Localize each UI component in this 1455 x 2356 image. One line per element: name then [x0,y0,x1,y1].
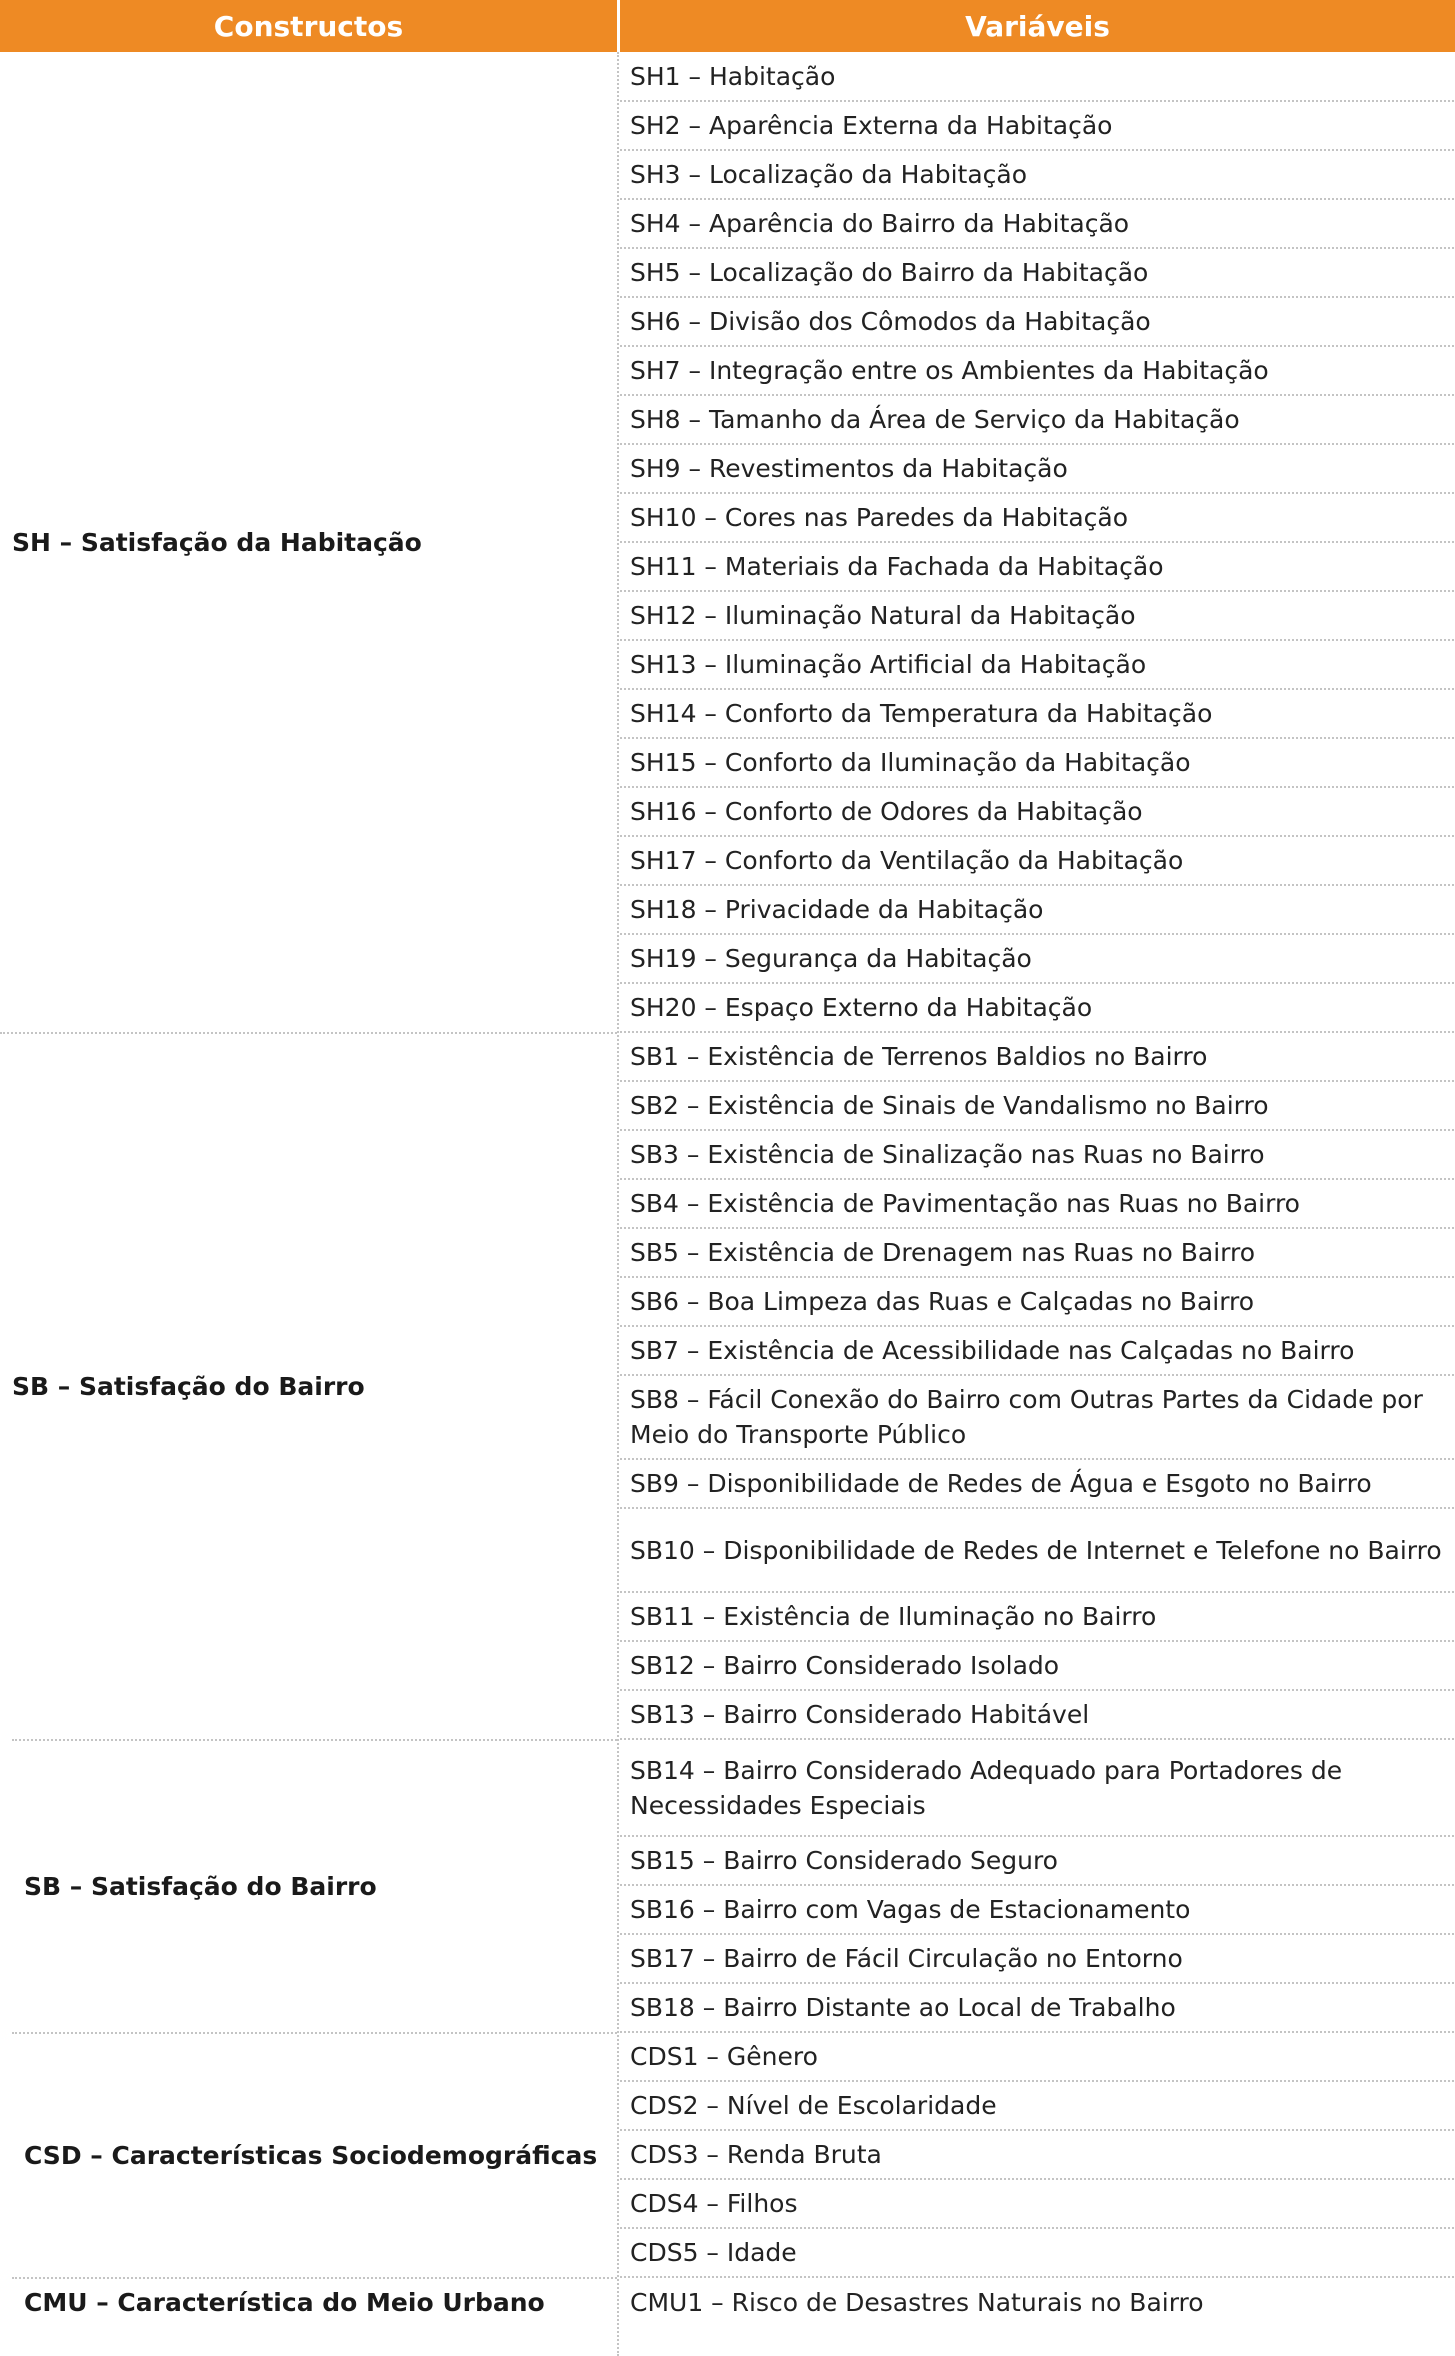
variable-row [620,1082,1454,1131]
variable-row [620,592,1454,641]
variable-label: SB18 – Bairro Distante ao Local de Trabalho [630,1993,1176,2022]
variable-row [620,52,1454,102]
variable-row [620,739,1454,788]
variable-label: SH2 – Aparência Externa da Habitação [630,111,1113,140]
variable-label: SH13 – Iluminação Artificial da Habitação [630,650,1147,679]
variable-label: SH14 – Conforto da Temperatura da Habitação [630,699,1213,728]
variable-label: CMU1 – Risco de Desastres Naturais no Bairro [630,2288,1204,2317]
variable-label: SH12 – Iluminação Natural da Habitação [630,601,1136,630]
variable-row [620,543,1454,592]
variable-label: CDS1 – Gênero [630,2042,818,2071]
construct-label: SB – Satisfação do Bairro [24,1872,377,1901]
variable-label: SH20 – Espaço Externo da Habitação [630,993,1093,1022]
variable-row [620,2131,1454,2180]
variable-label: SB14 – Bairro Considerado Adequado para Portadores de Necessidades Especiais [630,1755,1343,1820]
variable-row [620,935,1454,984]
variable-row [620,690,1454,739]
variable-label: SB7 – Existência de Acessibilidade nas Calçadas no Bairro [630,1336,1355,1365]
column-divider [617,52,619,2356]
variable-label: SB9 – Disponibilidade de Redes de Água e Esgoto no Bairro [630,1469,1372,1498]
variable-row [620,1509,1454,1593]
variable-row [620,1131,1454,1180]
variable-label: SB2 – Existência de Sinais de Vandalismo no Bairro [630,1091,1269,1120]
variable-label: SH7 – Integração entre os Ambientes da Habitação [630,356,1269,385]
variable-row [620,249,1454,298]
variable-row [620,1642,1454,1691]
variable-label: CDS5 – Idade [630,2238,797,2267]
variable-label: SB1 – Existência de Terrenos Baldios no Bairro [630,1042,1208,1071]
variable-label: SH17 – Conforto da Ventilação da Habitação [630,846,1184,875]
variable-label: SH6 – Divisão dos Cômodos da Habitação [630,307,1151,336]
variable-label: SH16 – Conforto de Odores da Habitação [630,797,1143,826]
variable-row [620,837,1454,886]
variable-row [620,1229,1454,1278]
variable-label: SB15 – Bairro Considerado Seguro [630,1846,1058,1875]
variable-row [620,494,1454,543]
variable-row [620,347,1454,396]
variable-row [620,1740,1454,1837]
variable-row [620,1327,1454,1376]
variable-row [620,1935,1454,1984]
variable-label: SH5 – Localização do Bairro da Habitação [630,258,1149,287]
variable-row [620,1376,1454,1460]
variable-row [620,886,1454,935]
variable-row [620,1593,1454,1642]
variable-label: SB8 – Fácil Conexão do Bairro com Outras Partes da Cidade por Meio do Transporte Público [630,1385,1423,1449]
variable-row [620,396,1454,445]
variable-row [620,2180,1454,2229]
variable-label: SB6 – Boa Limpeza das Ruas e Calçadas no Bairro [630,1287,1255,1316]
variable-row [620,2033,1454,2082]
variable-row [620,200,1454,249]
variable-row [620,1180,1454,1229]
variable-label: SH9 – Revestimentos da Habitação [630,454,1068,483]
variable-row [620,102,1454,151]
variable-row [620,1033,1454,1082]
variable-label: CDS4 – Filhos [630,2189,798,2218]
header-constructs: Constructos [0,0,617,52]
variable-label: SB16 – Bairro com Vagas de Estacionamento [630,1895,1191,1924]
variable-label: SB13 – Bairro Considerado Habitável [630,1700,1090,1729]
variable-label: SH8 – Tamanho da Área de Serviço da Habitação [630,405,1240,434]
variable-row [620,1837,1454,1886]
variable-label: SB12 – Bairro Considerado Isolado [630,1651,1060,1680]
variable-label: CDS2 – Nível de Escolaridade [630,2091,997,2120]
construct-label: CMU – Característica do Meio Urbano [24,2288,545,2317]
variable-label: SB3 – Existência de Sinalização nas Ruas no Bairro [630,1140,1265,1169]
variable-row [620,151,1454,200]
variable-label: SH3 – Localização da Habitação [630,160,1028,189]
variable-row [620,2278,1454,2327]
variable-row [620,1278,1454,1327]
variable-label: SB10 – Disponibilidade de Redes de Internet e Telefone no Bairro [630,1535,1442,1565]
variable-row [620,2082,1454,2131]
variable-row [620,984,1454,1033]
variable-label: SB17 – Bairro de Fácil Circulação no Entorno [630,1944,1183,1973]
construct-label: SH – Satisfação da Habitação [12,528,422,557]
construct-label: CSD – Características Sociodemográficas [24,2141,598,2170]
variable-row [620,298,1454,347]
variable-label: SB11 – Existência de Iluminação no Bairro [630,1602,1157,1631]
variable-row [620,1984,1454,2033]
variable-label: SH19 – Segurança da Habitação [630,944,1032,973]
variable-row [620,445,1454,494]
variable-label: SH1 – Habitação [630,61,836,91]
variable-row [620,2229,1454,2278]
variable-row [620,641,1454,690]
variable-row [620,1691,1454,1740]
variable-row [620,788,1454,837]
variable-label: SB5 – Existência de Drenagem nas Ruas no Bairro [630,1238,1256,1267]
variable-label: SH4 – Aparência do Bairro da Habitação [630,209,1130,238]
variable-label: CDS3 – Renda Bruta [630,2140,882,2169]
variable-row [620,1460,1454,1509]
variable-label: SH18 – Privacidade da Habitação [630,895,1044,924]
variable-label: SB4 – Existência de Pavimentação nas Ruas no Bairro [630,1189,1300,1218]
variable-label: SH11 – Materiais da Fachada da Habitação [630,552,1164,581]
variable-label: SH10 – Cores nas Paredes da Habitação [630,503,1128,532]
variable-row [620,1886,1454,1935]
header-variables: Variáveis [620,0,1455,52]
variable-label: SH15 – Conforto da Iluminação da Habitação [630,748,1191,777]
construct-label: SB – Satisfação do Bairro [12,1372,365,1401]
